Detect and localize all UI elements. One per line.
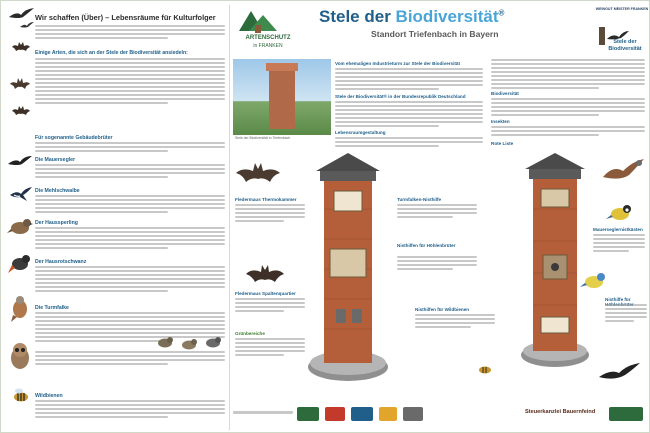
- winery-badge: WEINGUT MEISTER FRANKEN: [595, 7, 649, 11]
- stele-illustration-left: [306, 149, 390, 387]
- section-heading: Die Mauersegler: [35, 157, 76, 163]
- sparrow-icon: [7, 215, 33, 237]
- sub-title: Standort Triefenbach in Bayern: [371, 29, 499, 39]
- section-heading: Die Mehlschwalbe: [35, 188, 80, 194]
- label-heading: Fledermaus Thermokammer: [235, 197, 297, 202]
- bee-icon: [475, 363, 493, 375]
- species-text: [35, 400, 225, 420]
- label-heading: Fledermaus Spaltenquartier: [235, 291, 296, 296]
- middle-heading: Stele der Biodiversität® in der Bundesrepublik Deutschland: [335, 94, 466, 99]
- label-heading: Turmfalken-Nisthilfe: [397, 197, 442, 202]
- bat-icon: [11, 105, 31, 117]
- middle-text: [335, 101, 483, 129]
- section-heading: Der Haussperling: [35, 220, 78, 226]
- tit-icon: [605, 201, 635, 223]
- header: [233, 5, 647, 57]
- stele-logo-mark: [593, 25, 645, 51]
- label-text: [397, 256, 477, 272]
- label-text: [593, 234, 645, 254]
- right-heading: Rote Liste: [491, 141, 514, 146]
- species-text: [35, 266, 225, 294]
- bat-icon: [9, 77, 31, 91]
- tower-brick: [269, 69, 295, 129]
- bat-icon: [245, 263, 285, 285]
- label-text: [235, 338, 305, 358]
- right-text-3: [491, 126, 645, 138]
- section-heading: Einige Arten, die sich an der Stele der Biodiversität ansiedeln:: [35, 50, 188, 56]
- species-text: [35, 142, 225, 154]
- stele-logo: [593, 7, 649, 51]
- section-heading: Für sogenannte Gebäudebrüter: [35, 135, 113, 141]
- sponsor-logo: [403, 407, 423, 421]
- section-heading: Der Hausrotschwanz: [35, 259, 87, 265]
- redstart-icon: [7, 251, 33, 275]
- right-heading: Biodiversität: [491, 91, 519, 96]
- bird-icon: [155, 335, 175, 349]
- bird-icon: [597, 361, 641, 387]
- sponsor-logo: [379, 407, 397, 421]
- label-heading: Grünbereiche: [235, 331, 265, 336]
- right-heading: Insekten: [491, 119, 510, 124]
- label-heading: Nisthilfen für Wildbienen: [415, 307, 470, 312]
- species-text: [35, 58, 225, 106]
- label-text: [235, 298, 305, 314]
- label-text: [605, 304, 647, 324]
- title-reg: ®: [498, 8, 505, 18]
- swallow-icon: [7, 185, 33, 203]
- bat-icon: [235, 161, 281, 185]
- title-part1: Stele der: [319, 7, 396, 26]
- right-text-2: [491, 98, 645, 118]
- section-heading: Wildbienen: [35, 393, 63, 399]
- left-panel: [5, 5, 227, 430]
- logo-left-line1: ARTENSCHUTZ: [245, 35, 291, 41]
- panel-divider: [229, 5, 230, 430]
- middle-heading: Vom ehemaligen Industrieturm zur Stele der Biodiversität: [335, 61, 460, 66]
- bat-icon: [11, 41, 31, 53]
- logo-left-line2: in FRANKEN: [253, 43, 283, 49]
- footer-text-bar: [233, 411, 293, 414]
- footer: [233, 403, 647, 431]
- label-text: [235, 204, 305, 224]
- stele-illustration-right: [519, 149, 591, 373]
- label-heading: Mauerseglernistkästen: [593, 227, 643, 232]
- swift-icon: [7, 155, 33, 171]
- middle-heading: Lebensraumgestaltung: [335, 130, 386, 135]
- species-text: [35, 227, 225, 251]
- bird-icon: [179, 337, 199, 351]
- kestrel-icon: [7, 295, 33, 323]
- sponsor-logo: [297, 407, 319, 421]
- sponsor-logo: [325, 407, 345, 421]
- sponsor-name: Steuerkanzlei Bauernfeind: [525, 409, 596, 415]
- left-title: Wir schaffen (Über) – Lebensräume für Kulturfolger: [35, 13, 216, 22]
- sponsor-logo: [609, 407, 643, 421]
- main-title: [319, 7, 504, 27]
- label-text: [397, 204, 477, 220]
- label-text: [415, 314, 495, 330]
- intro-text: [35, 25, 225, 41]
- photo-caption: Stele der Biodiversität in Triefenbach: [235, 136, 291, 140]
- label-heading: Nisthilfen für Höhlenbrüter: [397, 243, 456, 248]
- logo-right-line1: Stele der: [613, 39, 637, 45]
- owl-icon: [7, 341, 33, 371]
- species-text: [35, 351, 225, 367]
- kestrel-icon: [599, 157, 645, 193]
- blue-tit-icon: [579, 269, 609, 291]
- swift-icon: [19, 21, 35, 31]
- artenschutz-logo: [233, 7, 303, 51]
- species-text: [35, 195, 225, 215]
- middle-text: [335, 137, 483, 149]
- middle-text: [335, 68, 483, 92]
- bird-icon: [203, 335, 223, 349]
- bee-icon: [9, 387, 31, 403]
- label-heading: Nisthilfe für: [605, 297, 631, 302]
- section-heading: Die Turmfalke: [35, 305, 69, 311]
- species-text: [35, 164, 225, 180]
- logo-right-line2: Biodiversität: [608, 46, 642, 51]
- sponsor-logo: [351, 407, 373, 421]
- right-text-1: [491, 59, 645, 91]
- title-part2: Biodiversität: [395, 7, 499, 26]
- tower-photo: [233, 59, 331, 135]
